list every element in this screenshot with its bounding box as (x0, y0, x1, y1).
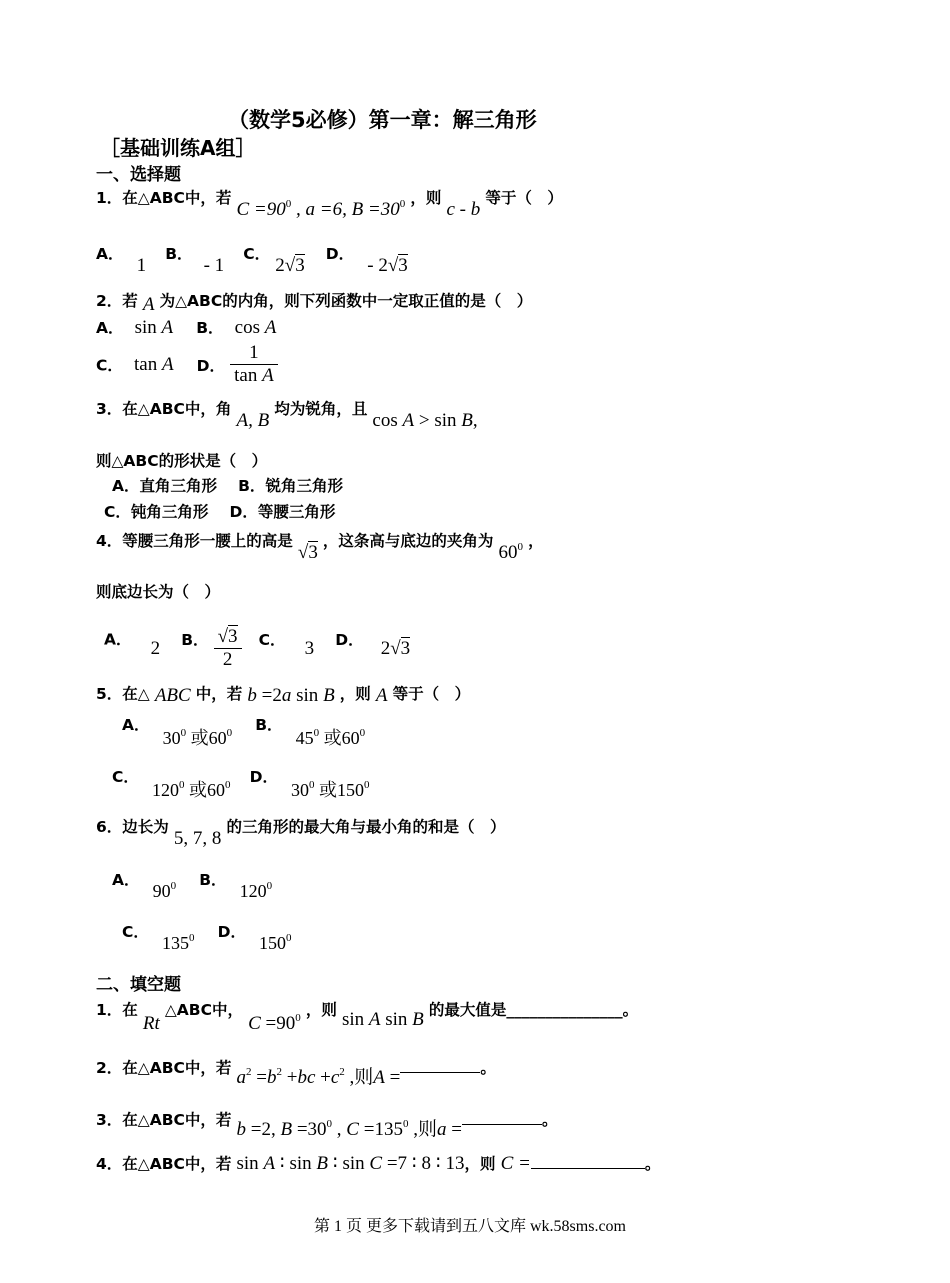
question-2 (96, 289, 533, 315)
q3-option-b-label: B． (238, 477, 266, 495)
q4-angle: $60^0$ (498, 541, 524, 563)
q1-mid: ，则 (410, 189, 442, 207)
q4-option-a-label: A． (104, 630, 132, 649)
q5-option-d-label: D． (249, 768, 278, 786)
f4-prefix: 4．在△ABC中，若 (96, 1155, 232, 1173)
f1-rt: Rt (142, 1013, 160, 1034)
q2-option-b-label: B． (196, 319, 224, 337)
q3-options-row1 (112, 474, 343, 496)
q5-options-row2 (112, 762, 370, 800)
f1-answer-blank: _______________ (506, 1001, 623, 1019)
f4-var: C = (500, 1153, 531, 1174)
q2-option-d-label: D． (196, 356, 226, 375)
f2-answer-blank (400, 1072, 480, 1073)
q1-option-d-label: D． (325, 245, 355, 263)
f3-condition: b =2, $B =30^0$ , $C =135^0$ ,则a = (236, 1118, 462, 1140)
q6-option-d-label: D． (217, 923, 246, 941)
q1-option-d-value: - 2√3 (367, 255, 408, 276)
question-1 (96, 186, 563, 220)
q5-prefix: 5．在△ (96, 685, 150, 703)
q4-option-a-value: 2 (150, 637, 161, 659)
q1-option-a-label: A． (96, 245, 124, 263)
q3-option-b-value: 锐角三角形 (265, 477, 343, 495)
q4-height: √3 (297, 542, 318, 563)
q6-prefix: 6．边长为 (96, 818, 169, 836)
q2-tail: 为△ABC的内角，则下列函数中一定取正值的是（ ） (159, 292, 533, 310)
q2-option-b-value: cos A (234, 317, 277, 338)
q4-option-c-value: 3 (304, 637, 315, 659)
f1-condition: $C =90^0$ (248, 1012, 301, 1034)
page-subtitle: ［基础训练A组］ (100, 136, 256, 160)
q2-option-a-value: sin A (134, 317, 174, 338)
q6-option-a-value: $90^0$ (152, 880, 177, 901)
q1-option-b-value: - 1 (203, 255, 225, 276)
page-title: （数学5必修）第一章：解三角形 (228, 108, 537, 132)
q4-option-b-label: B． (181, 630, 209, 649)
q2-option-c-label: C． (96, 356, 123, 375)
q6-option-d-value: $150^0$ (259, 932, 292, 953)
question-4 (96, 529, 544, 563)
f1-expression: sin A sin B (341, 1009, 424, 1030)
q4-option-d-label: D． (335, 630, 364, 649)
q5-option-a-value: $30^0$ 或$60^0$ (162, 727, 233, 748)
q6-tail: 的三角形的最大角与最小角的和是（ ） (226, 818, 506, 836)
q3-condition: cos A > sin B, (372, 410, 478, 431)
q3-option-c-label: C． (104, 503, 131, 521)
q5-option-c-value: $120^0$ 或$60^0$ (151, 779, 231, 800)
f2-condition: $a^2 =b^2 +bc +c^2$ ,则A = (236, 1066, 401, 1088)
q6-option-b-label: B． (199, 871, 227, 889)
q1-option-c-label: C． (243, 245, 271, 263)
fill-1 (96, 998, 639, 1034)
q6-option-c-label: C． (122, 923, 149, 941)
f1-end: 。 (622, 1001, 639, 1019)
q5-triangle: ABC (154, 685, 191, 706)
q6-options-row2 (122, 920, 292, 953)
q4-option-b-value: $\frac{√3}{2}$ (214, 626, 242, 671)
f4-end: 。 (644, 1155, 661, 1173)
q4-options (104, 616, 411, 670)
q2-prefix: 2．若 (96, 292, 138, 310)
q1-option-a-value: 1 (136, 255, 147, 276)
f2-end: 。 (480, 1059, 496, 1077)
f3-answer-blank (462, 1124, 542, 1125)
q3-mid: 均为锐角，且 (274, 400, 368, 418)
q6-option-b-value: $120^0$ (239, 880, 273, 901)
q2-options-row2 (96, 342, 278, 387)
q6-sides: 5, 7, 8 (173, 828, 222, 849)
f4-answer-blank (531, 1168, 645, 1169)
section-heading-choice: 一、选择题 (96, 165, 181, 185)
f2-prefix: 2．在△ABC中，若 (96, 1059, 232, 1077)
q4-line2: 则底边长为（ ） (96, 583, 221, 601)
q6-option-a-label: A． (112, 871, 140, 889)
f1-tail: 的最大值是 (428, 1001, 507, 1019)
f4-mid: ，则 (464, 1155, 496, 1173)
f3-prefix: 3．在△ABC中，若 (96, 1111, 232, 1129)
q1-tail: 等于（ ） (485, 189, 563, 207)
fill-3 (96, 1104, 558, 1140)
question-5 (96, 682, 470, 705)
q5-mid2: ，则 (339, 685, 371, 703)
q3-option-d-value: 等腰三角形 (257, 503, 336, 521)
q3-option-a-value: 直角三角形 (139, 477, 218, 495)
f4-condition: sin A ∶ sin B ∶ sin C =7 ∶ 8 ∶ 13 (236, 1153, 465, 1174)
q5-tail: 等于（ ） (392, 685, 471, 703)
q5-option-d-value: $30^0$ 或$150^0$ (291, 779, 370, 800)
f1-prefix: 1．在 (96, 1001, 138, 1019)
q1-condition: $C =90^0$ , a =6, $B =30^0$ (236, 198, 406, 220)
q1-option-c-value: 2√3 (275, 255, 305, 276)
q3-options-row2 (104, 500, 335, 522)
q5-option-c-label: C． (112, 768, 139, 786)
q4-prefix: 4．等腰三角形一腰上的高是 (96, 532, 293, 550)
f1-mid2: ，则 (305, 1001, 337, 1019)
section-heading-fill: 二、填空题 (96, 975, 181, 995)
q3-line2: 则△ABC的形状是（ ） (96, 452, 268, 470)
q3-option-d-label: D． (229, 503, 258, 521)
q5-mid: 中，若 (195, 685, 243, 703)
q5-var: A (375, 685, 388, 706)
q6-option-c-value: $135^0$ (161, 932, 195, 953)
q4-mid: ，这条高与底边的夹角为 (322, 532, 494, 550)
question-3 (96, 397, 478, 431)
q3-prefix: 3．在△ABC中，角 (96, 400, 232, 418)
q5-option-b-label: B． (255, 716, 283, 734)
q2-option-c-value: tan A (133, 353, 174, 375)
q2-option-d-value: $\frac{1}{\text{tan A}}$ (230, 342, 278, 387)
q2-options-row1 (96, 316, 276, 339)
q2-option-a-label: A． (96, 319, 124, 337)
page-footer: 第 1 页 更多下载请到五八文库 wk.58sms.com (314, 1218, 627, 1235)
q4-comma: ， (528, 532, 544, 550)
q2-var: A (142, 294, 155, 315)
q5-options-row1 (122, 710, 366, 748)
q1-expression: c - b (446, 199, 481, 220)
q4-option-d-value: 2√3 (380, 637, 411, 659)
q4-option-c-label: C． (258, 630, 286, 649)
question-6 (96, 815, 506, 849)
f1-mid: △ABC中， (164, 1001, 243, 1019)
fill-2 (96, 1052, 496, 1088)
fill-4 (96, 1152, 660, 1175)
f3-end: 。 (541, 1111, 558, 1129)
q5-option-a-label: A． (122, 716, 150, 734)
q3-option-c-value: 钝角三角形 (130, 503, 209, 521)
q1-options (96, 242, 408, 276)
q3-option-a-label: A． (112, 477, 140, 495)
q5-condition: b =2a sin B (247, 685, 335, 706)
q1-option-b-label: B． (165, 245, 193, 263)
q5-option-b-value: $45^0$ 或$60^0$ (295, 727, 366, 748)
q1-prefix: 1．在△ABC中，若 (96, 189, 232, 207)
q3-vars: A, B (236, 410, 270, 431)
q6-options-row1 (112, 868, 273, 901)
